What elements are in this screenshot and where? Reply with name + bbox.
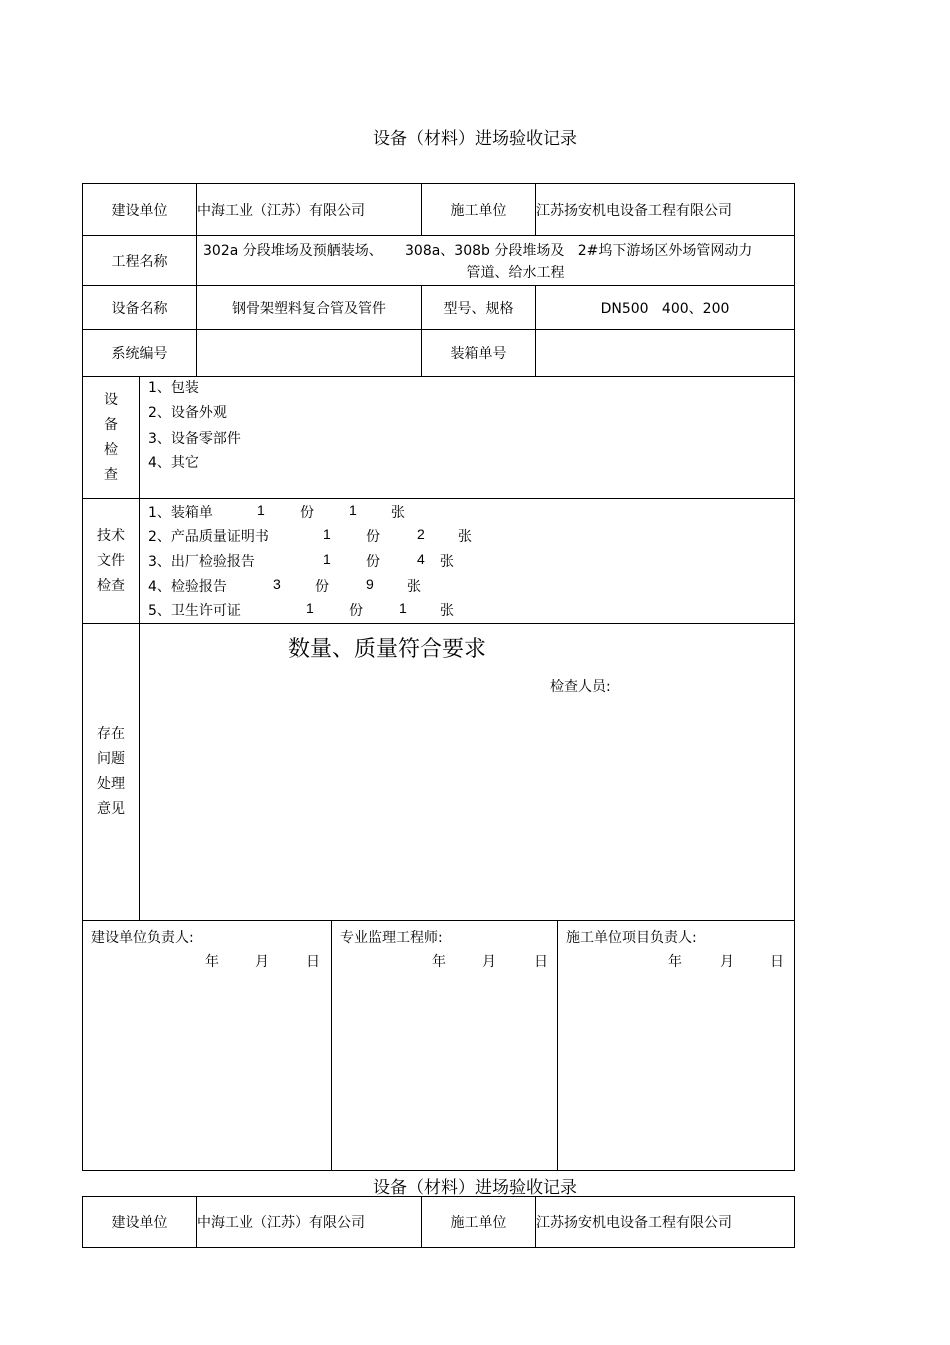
tech-doc-copies: 1	[257, 502, 265, 518]
contractor-value: 江苏扬安机电设备工程有限公司	[536, 184, 795, 236]
inspector-label: 检查人员:	[550, 679, 611, 695]
equipment-check-char: 设	[104, 391, 118, 408]
list-item: 1、包装	[148, 380, 199, 396]
signature-table	[82, 920, 795, 1171]
signature-label: 专业监理工程师:	[340, 930, 443, 946]
equipment-name-label: 设备名称	[83, 286, 197, 330]
signature-label: 建设单位负责人:	[91, 930, 194, 946]
contractor-label: 施工单位	[422, 1197, 536, 1248]
project-name-value	[197, 236, 795, 286]
equipment-name-value: 钢骨架塑料复合管及管件	[197, 286, 422, 330]
tech-doc-sheets: 2	[417, 526, 425, 542]
tech-doc-sheets: 9	[366, 576, 374, 592]
model-spec-value: DN500 400、200	[536, 286, 795, 330]
signature-day: 日	[770, 954, 784, 970]
tech-doc-sheet-unit: 张	[458, 529, 472, 545]
system-number-label: 系统编号	[83, 330, 197, 377]
tech-doc-copies: 1	[306, 600, 314, 616]
equipment-check-char: 备	[104, 416, 118, 433]
tech-doc-sheets: 1	[399, 600, 407, 616]
signature-year: 年	[668, 954, 682, 970]
construction-unit-value: 中海工业（江苏）有限公司	[197, 184, 422, 236]
signature-month: 月	[255, 954, 269, 970]
tech-doc-sheets: 4	[417, 551, 425, 567]
equipment-check-char: 查	[104, 466, 118, 483]
issues-label-line: 处理	[97, 776, 125, 792]
issues-conclusion: 数量、质量符合要求	[288, 637, 487, 662]
tech-doc-copies: 3	[273, 576, 281, 592]
packing-number-value	[536, 330, 795, 377]
tech-doc-sheet-unit: 张	[440, 554, 454, 570]
tech-doc-copy-unit: 份	[366, 554, 380, 570]
tech-doc-copies: 1	[323, 551, 331, 567]
issues-label-line: 问题	[97, 751, 125, 767]
project-name-label: 工程名称	[83, 236, 197, 286]
equipment-check-label	[83, 377, 140, 499]
equipment-check-char: 检	[104, 441, 118, 458]
project-name-line1: 302a 分段堆场及预舾装场、 308a、308b 分段堆场及 2#坞下游场区外场管网动力	[203, 243, 753, 259]
second-header-table	[82, 1196, 795, 1248]
construction-unit-label: 建设单位	[83, 184, 197, 236]
tech-doc-copy-unit: 份	[349, 603, 363, 619]
list-item: 3、设备零部件	[148, 431, 241, 447]
tech-doc-sheet-unit: 张	[407, 579, 421, 595]
signature-day: 日	[306, 954, 320, 970]
issues-label-line: 存在	[97, 726, 125, 742]
tech-doc-sheet-unit: 张	[440, 603, 454, 619]
issues-content	[140, 624, 795, 921]
signature-day: 日	[534, 954, 548, 970]
issues-label	[83, 624, 140, 921]
tech-doc-copy-unit: 份	[315, 579, 329, 595]
tech-doc-copy-unit: 份	[300, 505, 314, 521]
signature-year: 年	[205, 954, 219, 970]
tech-doc-check-line: 检查	[97, 577, 125, 594]
signature-construction-unit	[83, 921, 332, 1171]
equipment-check-items	[140, 377, 795, 499]
page-title: 设备（材料）进场验收记录	[373, 129, 577, 149]
tech-doc-items	[140, 499, 795, 624]
tech-doc-sheets: 1	[349, 502, 357, 518]
tech-doc-check-line: 文件	[97, 552, 125, 569]
tech-doc-name: 5、卫生许可证	[148, 603, 241, 619]
inspection-table	[82, 376, 795, 921]
tech-doc-sheet-unit: 张	[391, 505, 405, 521]
signature-supervisor	[332, 921, 558, 1171]
model-spec-label: 型号、规格	[422, 286, 536, 330]
second-page-title: 设备（材料）进场验收记录	[373, 1178, 577, 1198]
system-number-value	[197, 330, 422, 377]
signature-month: 月	[720, 954, 734, 970]
header-table	[82, 183, 795, 377]
tech-doc-name: 2、产品质量证明书	[148, 529, 269, 545]
contractor-value: 江苏扬安机电设备工程有限公司	[536, 1197, 795, 1248]
construction-unit-value: 中海工业（江苏）有限公司	[197, 1197, 422, 1248]
list-item: 2、设备外观	[148, 405, 227, 421]
packing-number-label: 装箱单号	[422, 330, 536, 377]
contractor-label: 施工单位	[422, 184, 536, 236]
list-item: 4、其它	[148, 455, 199, 471]
signature-label: 施工单位项目负责人:	[566, 930, 697, 946]
project-name-line2: 管道、给水工程	[466, 265, 565, 281]
issues-label-line: 意见	[97, 801, 125, 817]
construction-unit-label: 建设单位	[83, 1197, 197, 1248]
tech-doc-copy-unit: 份	[366, 529, 380, 545]
tech-doc-check-label	[83, 499, 140, 624]
tech-doc-name: 3、出厂检验报告	[148, 554, 255, 570]
signature-month: 月	[482, 954, 496, 970]
signature-contractor-manager	[558, 921, 795, 1171]
tech-doc-check-line: 技术	[97, 527, 125, 544]
tech-doc-name: 4、检验报告	[148, 579, 227, 595]
signature-year: 年	[432, 954, 446, 970]
tech-doc-name: 1、装箱单	[148, 505, 213, 521]
tech-doc-copies: 1	[323, 526, 331, 542]
